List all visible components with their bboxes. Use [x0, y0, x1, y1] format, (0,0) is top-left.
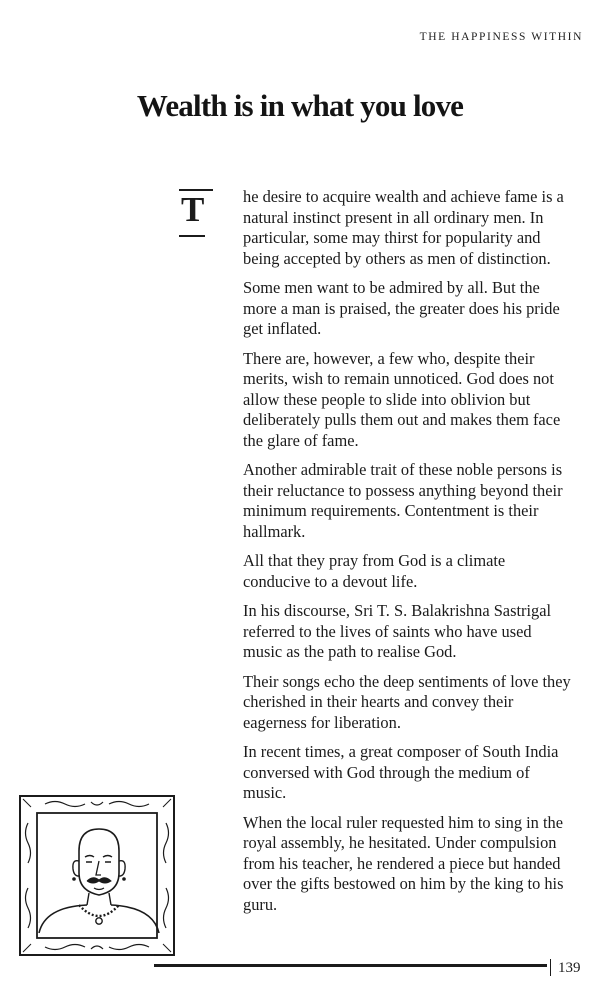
drop-cap-block	[179, 189, 219, 237]
paragraph-2-text: Some men want to be admired by all. But the more a man is praised, the greater does his pride get inflated.	[243, 278, 560, 338]
drop-cap-rule-bottom	[179, 235, 205, 237]
footer-rule	[154, 964, 547, 967]
article-body	[243, 187, 573, 924]
page-title: Wealth is in what you love	[136, 88, 464, 123]
paragraph-9: When the local ruler requested him to sing in the royal assembly, he hesitated. Under compulsion from his teacher, he rendered a piece but handed over the gifts bestowed on him by the king to his guru.	[243, 812, 564, 914]
drop-cap: T	[181, 190, 205, 229]
page-number: 139	[558, 960, 581, 976]
paragraph-8: In recent times, a great composer of South India conversed with God through the medium of music.	[243, 742, 559, 802]
running-head: THE HAPPINESS WITHIN	[419, 31, 583, 43]
paragraph-6: In his discourse, Sri T. S. Balakrishna Sastrigal referred to the lives of saints who have used music as the path to realise God.	[243, 601, 552, 661]
paragraph-7: Their songs echo the deep sentiments of love they cherished in their hearts and convey their eagerness for liberation.	[243, 671, 571, 732]
paragraph-5: All that they pray from God is a climate conducive to a devout life.	[243, 551, 506, 591]
framed-portrait-icon	[17, 793, 177, 958]
framed-portrait-drawing	[17, 793, 177, 958]
paragraph-1: he desire to acquire wealth and achieve fame is a natural instinct present in all ordinary men. In particular, some may thirst for popularity and being accepted by others as men of distinction.	[243, 187, 564, 268]
paragraph-3: There are, however, a few who, despite their merits, wish to remain unnoticed. God does not allow these people to slide into oblivion but deliberately pulls them out and makes them face the glare of fame.	[243, 348, 561, 450]
paragraph-2	[243, 278, 573, 340]
footer-tick	[550, 959, 551, 976]
paragraph-4: Another admirable trait of these noble persons is their reluctance to possess anything beyond their minimum requirements. Contentment is their hallmark.	[243, 460, 563, 541]
